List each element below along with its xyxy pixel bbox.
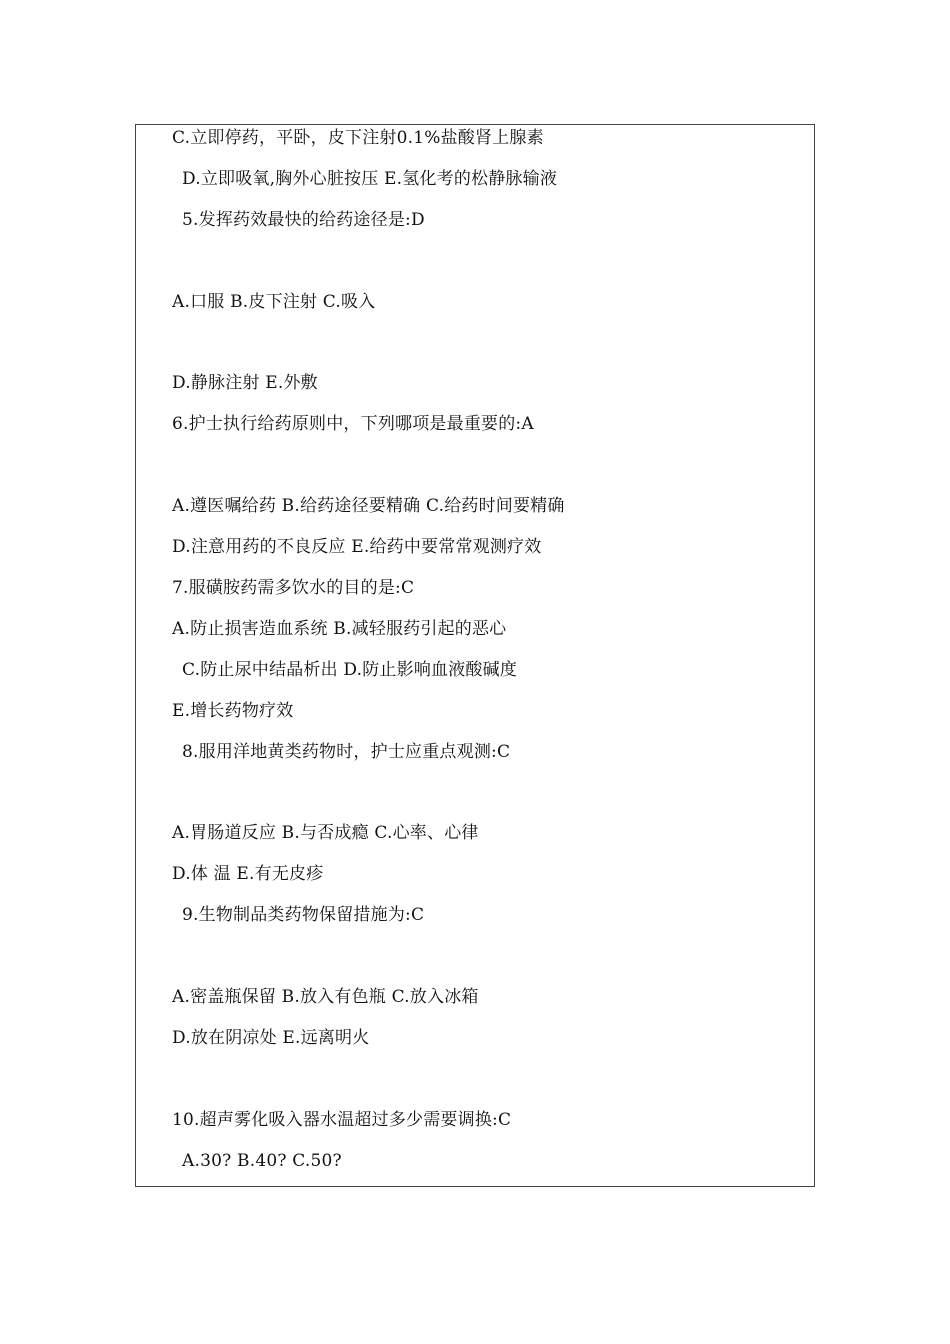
question-9: 9.生物制品类药物保留措施为:C [182,905,425,925]
text-line: A.30? B.40? C.50? [182,1151,342,1171]
text-line: D.放在阴凉处 E.远离明火 [172,1028,370,1048]
text-line: E.增长药物疗效 [172,701,294,721]
text-line: A.防止损害造血系统 B.减轻服药引起的恶心 [172,619,507,639]
text-line: D.静脉注射 E.外敷 [172,373,318,393]
question-5: 5.发挥药效最快的给药途径是:D [182,210,425,230]
text-line: D.立即吸氧,胸外心脏按压 E.氢化考的松静脉输液 [182,169,558,189]
text-line: A.胃肠道反应 B.与否成瘾 C.心率、心律 [172,823,479,843]
text-line: C.立即停药，平卧，皮下注射0.1%盐酸肾上腺素 [172,128,544,148]
question-7: 7.服磺胺药需多饮水的目的是:C [172,578,415,598]
text-line: A.口服 B.皮下注射 C.吸入 [172,292,376,312]
text-line: C.防止尿中结晶析出 D.防止影响血液酸碱度 [182,660,518,680]
text-line: D.注意用药的不良反应 E.给药中要常常观测疗效 [172,537,542,557]
text-line: D.体 温 E.有无皮疹 [172,864,324,884]
question-10: 10.超声雾化吸入器水温超过多少需要调换:C [172,1110,512,1130]
question-8: 8.服用洋地黄类药物时，护士应重点观测:C [182,742,511,762]
question-6: 6.护士执行给药原则中，下列哪项是最重要的:A [172,414,534,434]
text-line: A.密盖瓶保留 B.放入有色瓶 C.放入冰箱 [172,987,479,1007]
text-line: A.遵医嘱给药 B.给药途径要精确 C.给药时间要精确 [172,496,565,516]
